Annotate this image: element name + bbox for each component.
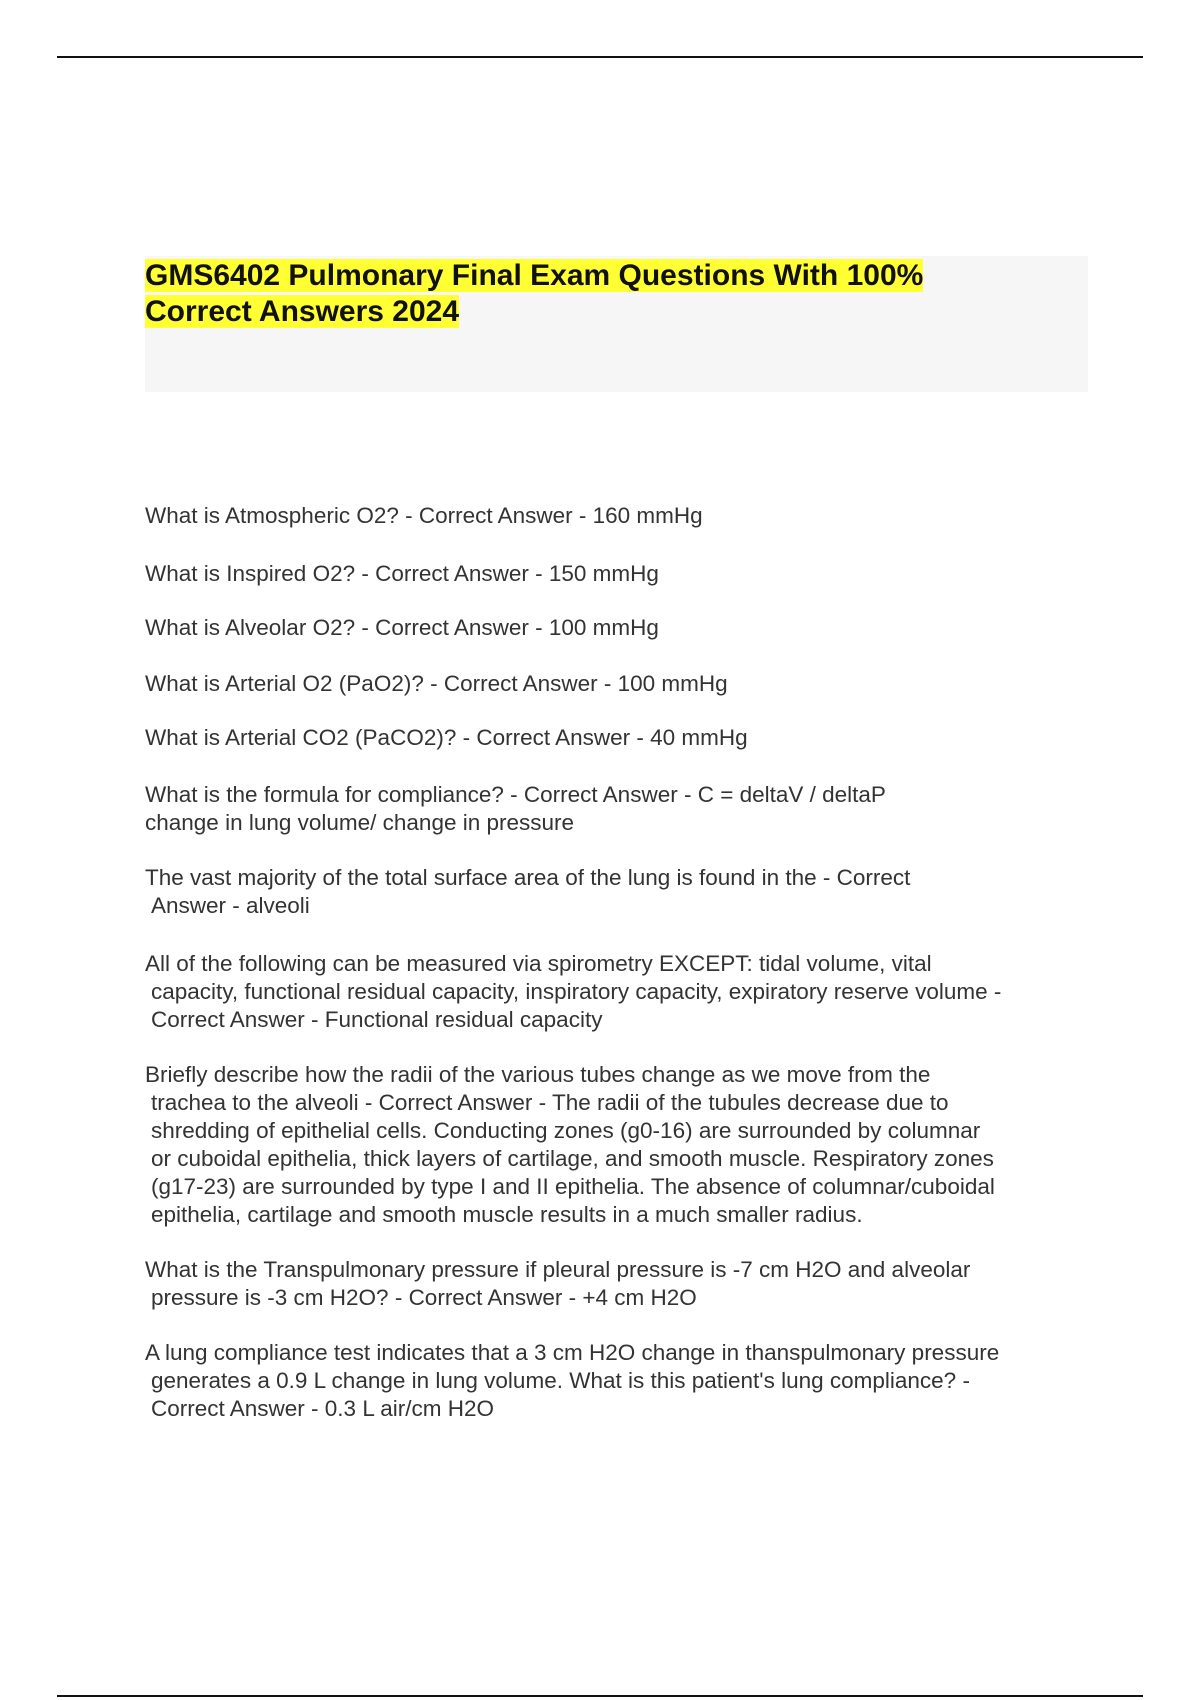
qa-item-spirometry	[145, 950, 1095, 1034]
bottom-rule	[57, 1695, 1143, 1697]
qa-line: What is Alveolar O2? - Correct Answer - 100 mmHg	[145, 615, 659, 640]
qa-line: generates a 0.9 L change in lung volume. What is this patient's lung compliance? -	[151, 1368, 970, 1393]
qa-item-atmospheric-o2	[145, 502, 1095, 530]
qa-item-surface-area	[145, 864, 1095, 920]
qa-line: What is Arterial CO2 (PaCO2)? - Correct Answer - 40 mmHg	[145, 725, 748, 750]
qa-item-alveolar-o2	[145, 614, 1095, 642]
qa-item-inspired-o2	[145, 560, 1095, 588]
qa-line: Correct Answer - Functional residual capacity	[151, 1007, 603, 1032]
qa-line: change in lung volume/ change in pressure	[145, 810, 575, 835]
qa-line: or cuboidal epithelia, thick layers of cartilage, and smooth muscle. Respiratory zones	[151, 1146, 994, 1171]
qa-line: Correct Answer - 0.3 L air/cm H2O	[151, 1396, 495, 1421]
qa-item-lung-compliance-test	[145, 1339, 1095, 1423]
qa-line: trachea to the alveoli - Correct Answer - The radii of the tubules decrease due to	[151, 1090, 949, 1115]
qa-line: epithelia, cartilage and smooth muscle results in a much smaller radius.	[151, 1202, 863, 1227]
qa-line: capacity, functional residual capacity, inspiratory capacity, expiratory reserve volume -	[151, 979, 1002, 1004]
qa-line: A lung compliance test indicates that a 3 cm H2O change in thanspulmonary pressure	[145, 1340, 1000, 1365]
qa-line: What is the formula for compliance? - Correct Answer - C = deltaV / deltaP	[145, 782, 886, 807]
qa-item-arterial-co2	[145, 724, 1095, 752]
qa-item-compliance-formula	[145, 781, 1095, 837]
document-title	[145, 258, 1045, 330]
qa-line: Briefly describe how the radii of the various tubes change as we move from the	[145, 1062, 931, 1087]
qa-line: The vast majority of the total surface area of the lung is found in the - Correct	[145, 865, 911, 890]
qa-line: (g17-23) are surrounded by type I and II epithelia. The absence of columnar/cuboidal	[151, 1174, 995, 1199]
qa-item-radii	[145, 1061, 1095, 1229]
qa-line: What is Arterial O2 (PaO2)? - Correct Answer - 100 mmHg	[145, 671, 728, 696]
title-line-2: Correct Answers 2024	[145, 295, 460, 328]
qa-line: What is Inspired O2? - Correct Answer - 150 mmHg	[145, 561, 659, 586]
qa-line: What is Atmospheric O2? - Correct Answer - 160 mmHg	[145, 503, 703, 528]
qa-line: shredding of epithelial cells. Conducting zones (g0-16) are surrounded by columnar	[151, 1118, 981, 1143]
title-line-1: GMS6402 Pulmonary Final Exam Questions With 100%	[145, 259, 924, 292]
top-rule	[57, 56, 1143, 58]
qa-line: Answer - alveoli	[151, 893, 310, 918]
qa-item-arterial-o2	[145, 670, 1095, 698]
qa-item-transpulmonary	[145, 1256, 1095, 1312]
qa-line: What is the Transpulmonary pressure if pleural pressure is -7 cm H2O and alveolar	[145, 1257, 971, 1282]
qa-line: All of the following can be measured via spirometry EXCEPT: tidal volume, vital	[145, 951, 932, 976]
qa-line: pressure is -3 cm H2O? - Correct Answer - +4 cm H2O	[151, 1285, 697, 1310]
